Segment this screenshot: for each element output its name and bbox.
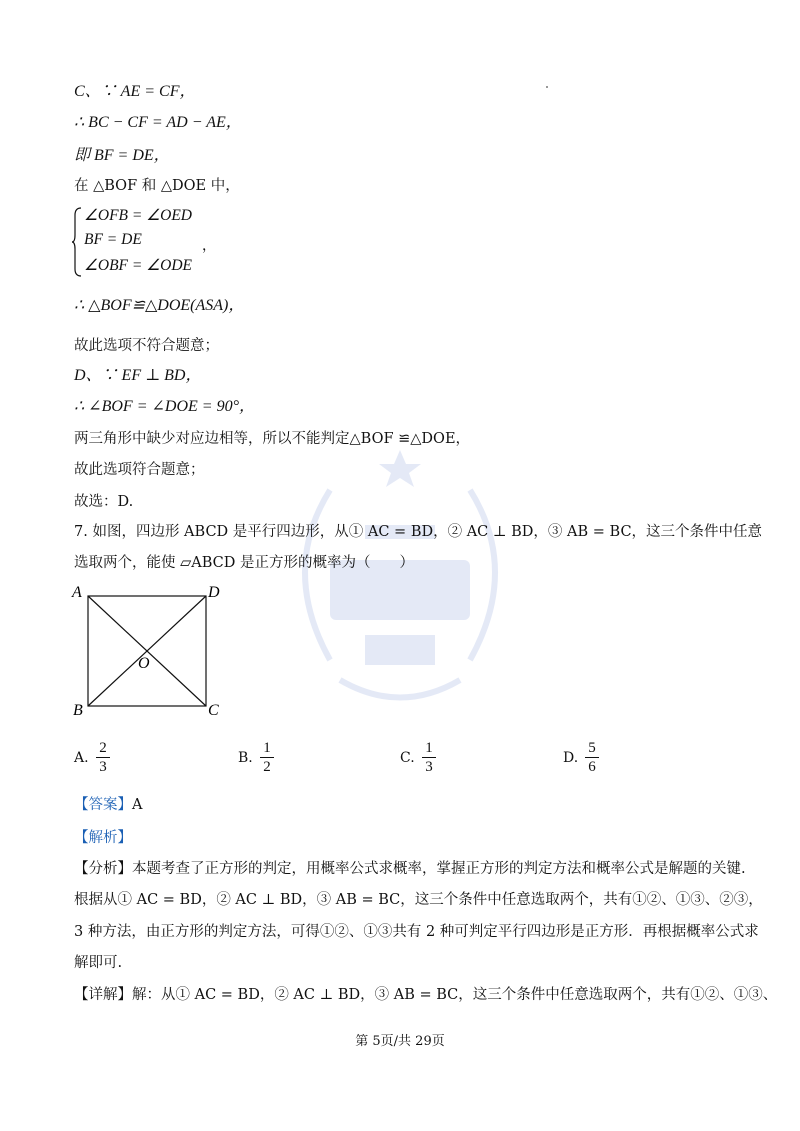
option-d-fraction: 5 6 — [585, 740, 599, 775]
line-in-triangles: 在 △BOF 和 △DOE 中， — [74, 178, 240, 194]
label-b: B — [73, 702, 83, 719]
fenxi-tag: 【分析】 — [74, 861, 132, 877]
fenxi-line-4: 解即可. — [74, 955, 123, 971]
watermark-logo — [270, 430, 530, 720]
fenxi-line-2: 根据从① AC = BD，② AC ⊥ BD，③ AB = BC，这三个条件中任意选取两个，共有①②、①③、②③， — [74, 892, 763, 908]
label-a: A — [72, 584, 82, 601]
parallelogram-figure — [70, 582, 230, 722]
option-d-label: D. — [563, 750, 579, 766]
page-footer: 第 5页/共 29页 — [355, 1034, 445, 1049]
line-right-angles: ∴ ∠BOF = ∠DOE = 90°， — [74, 398, 255, 415]
answer-tag: 【答案】 — [74, 797, 132, 813]
label-o: O — [138, 655, 150, 672]
fenxi-text-1: 本题考查了正方形的判定，用概率公式求概率，掌握正方形的判定方法和概率公式是解题的关键. — [132, 861, 746, 877]
system-comma: ， — [202, 238, 216, 254]
system-eq-1: ∠OFB = ∠OED — [84, 207, 192, 224]
line-missing-side: 两三角形中缺少对应边相等，所以不能判定△BOF ≌△DOE， — [74, 431, 471, 447]
option-a-fraction: 2 3 — [96, 740, 110, 775]
line-choice-d: 故选：D. — [74, 494, 134, 510]
xiangjie-line — [74, 985, 777, 1005]
answer-value: A — [132, 797, 143, 813]
line-match: 故此选项符合题意； — [74, 462, 205, 478]
option-b-fraction: 1 2 — [260, 740, 274, 775]
option-b-label: B. — [238, 750, 253, 766]
line-d-given: D、∵ EF ⊥ BD， — [74, 367, 202, 384]
system-eq-3: ∠OBF = ∠ODE — [84, 257, 192, 274]
line-not-match: 故此选项不符合题意； — [74, 338, 219, 354]
analysis-tag: 【解析】 — [74, 830, 132, 846]
option-c-label: C. — [400, 750, 415, 766]
line-c-given: C、∵ AE = CF， — [74, 83, 196, 100]
answer-line — [74, 795, 142, 815]
label-d: D — [208, 584, 220, 601]
line-c-subtract: ∴ BC − CF = AD − AE， — [74, 114, 242, 131]
xiangjie-text: 解：从① AC = BD，② AC ⊥ BD，③ AB = BC，这三个条件中任意选取两个，共有①②、①③、 — [132, 987, 778, 1003]
fenxi-line-1 — [74, 859, 746, 879]
question-7-line-1: 7. 如图，四边形 ABCD 是平行四边形，从① AC = BD，② AC ⊥ BD，③ AB = BC，这三个条件中任意 — [74, 524, 763, 540]
fenxi-line-3: 3 种方法，由正方形的判定方法，可得①②、①③共有 2 种可判定平行四边形是正方形．再根据概率公式求 — [74, 924, 759, 940]
option-a-label: A. — [74, 750, 89, 766]
scan-speck — [546, 86, 548, 88]
system-eq-2: BF = DE — [84, 231, 142, 248]
analysis-heading — [74, 828, 132, 848]
label-c: C — [208, 702, 219, 719]
xiangjie-tag: 【详解】 — [74, 987, 132, 1003]
line-bf-de: 即 BF = DE， — [74, 147, 170, 164]
line-congruent-asa: ∴ △BOF≌△DOE(ASA)， — [74, 297, 245, 314]
option-c-fraction: 1 3 — [422, 740, 436, 775]
question-7-line-2: 选取两个，能使 ▱ABCD 是正方形的概率为（ ） — [74, 555, 414, 571]
system-brace — [72, 207, 82, 277]
